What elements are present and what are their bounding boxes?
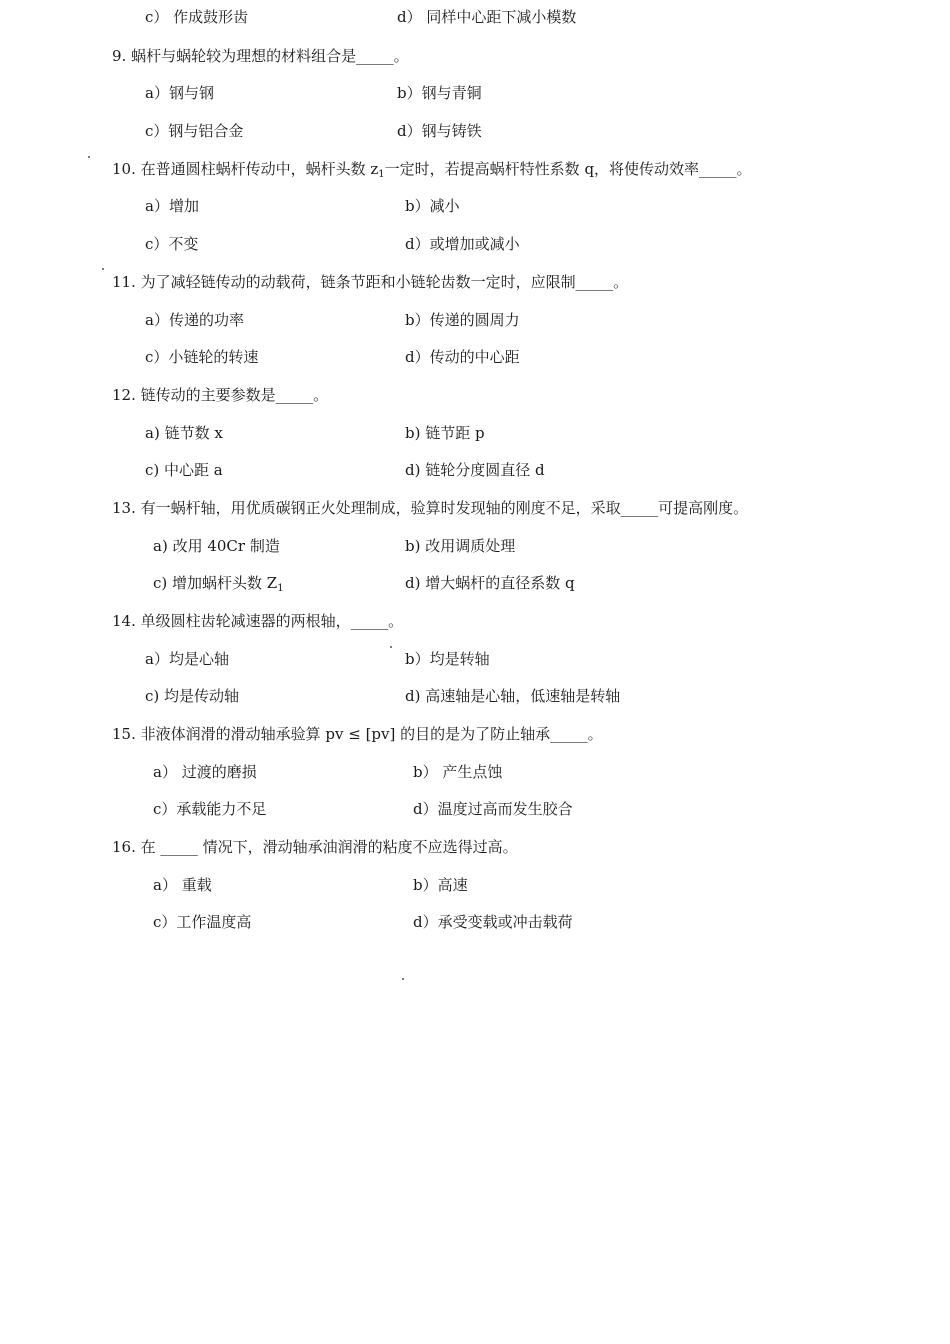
option-d: d）钢与铸铁 — [397, 122, 482, 140]
option-d: d）传动的中心距 — [405, 348, 520, 366]
option-b: b）高速 — [413, 876, 468, 894]
option-c: c) 均是传动轴 — [145, 687, 240, 705]
option-c: c）小链轮的转速 — [145, 348, 259, 366]
question-9: 9. 蜗杆与蜗轮较为理想的材料组合是_____。 — [112, 47, 409, 65]
option-c — [153, 573, 284, 593]
option-a: a） 过渡的磨损 — [153, 763, 257, 781]
subscript: 1 — [277, 583, 284, 594]
option-c: c）工作温度高 — [153, 913, 252, 931]
option-c: c）钢与铝合金 — [145, 122, 244, 140]
option-c: c） 作成鼓形齿 — [145, 8, 249, 26]
option-b: b) 改用调质处理 — [405, 537, 516, 555]
option-b: b）均是转轴 — [405, 650, 490, 668]
option-d: d) 链轮分度圆直径 d — [405, 461, 545, 479]
option-a: a）钢与钢 — [145, 84, 214, 102]
option-d: d）或增加或减小 — [405, 235, 520, 253]
option-c: c) 中心距 a — [145, 461, 223, 479]
option-b: b）钢与青铜 — [397, 84, 482, 102]
subscript: 1 — [378, 169, 385, 180]
option-a: a) 链节数 x — [145, 424, 223, 442]
scan-speck — [88, 156, 90, 158]
question-text: 10. 在普通圆柱蜗杆传动中，蜗杆头数 z — [112, 160, 379, 178]
option-text: c) 增加蜗杆头数 Z — [153, 574, 278, 592]
question-13: 13. 有一蜗杆轴，用优质碳钢正火处理制成，验算时发现轴的刚度不足，采取_____可提高刚度。 — [112, 499, 749, 517]
option-b: b) 链节距 p — [405, 424, 485, 442]
option-d: d）承受变载或冲击载荷 — [413, 913, 573, 931]
question-12: 12. 链传动的主要参数是_____。 — [112, 386, 329, 404]
option-c: c）不变 — [145, 235, 199, 253]
option-d: d）温度过高而发生胶合 — [413, 800, 573, 818]
scan-speck — [102, 268, 104, 270]
option-c: c）承载能力不足 — [153, 800, 267, 818]
option-a: a）增加 — [145, 197, 199, 215]
option-b: b） 产生点蚀 — [413, 763, 503, 781]
option-b: b）减小 — [405, 197, 460, 215]
option-d: d） 同样中心距下减小模数 — [397, 8, 577, 26]
question-14: 14. 单级圆柱齿轮减速器的两根轴，_____。 — [112, 612, 404, 630]
scan-speck — [390, 646, 392, 648]
question-16: 16. 在 _____ 情况下，滑动轴承油润滑的粘度不应选得过高。 — [112, 838, 518, 856]
option-a: a） 重载 — [153, 876, 212, 894]
option-d: d) 高速轴是心轴，低速轴是转轴 — [405, 687, 621, 705]
question-10 — [112, 159, 752, 179]
question-11: 11. 为了减轻链传动的动载荷，链条节距和小链轮齿数一定时，应限制_____。 — [112, 273, 629, 291]
option-a: a）传递的功率 — [145, 311, 244, 329]
option-b: b）传递的圆周力 — [405, 311, 520, 329]
option-d: d) 增大蜗杆的直径系数 q — [405, 574, 575, 592]
option-a: a) 改用 40Cr 制造 — [153, 537, 280, 555]
scan-speck — [402, 978, 404, 980]
question-text: 一定时，若提高蜗杆特性系数 q，将使传动效率_____。 — [384, 160, 752, 178]
question-15: 15. 非液体润滑的滑动轴承验算 pv ≤ [pv] 的目的是为了防止轴承_____。 — [112, 725, 603, 743]
option-a: a）均是心轴 — [145, 650, 229, 668]
